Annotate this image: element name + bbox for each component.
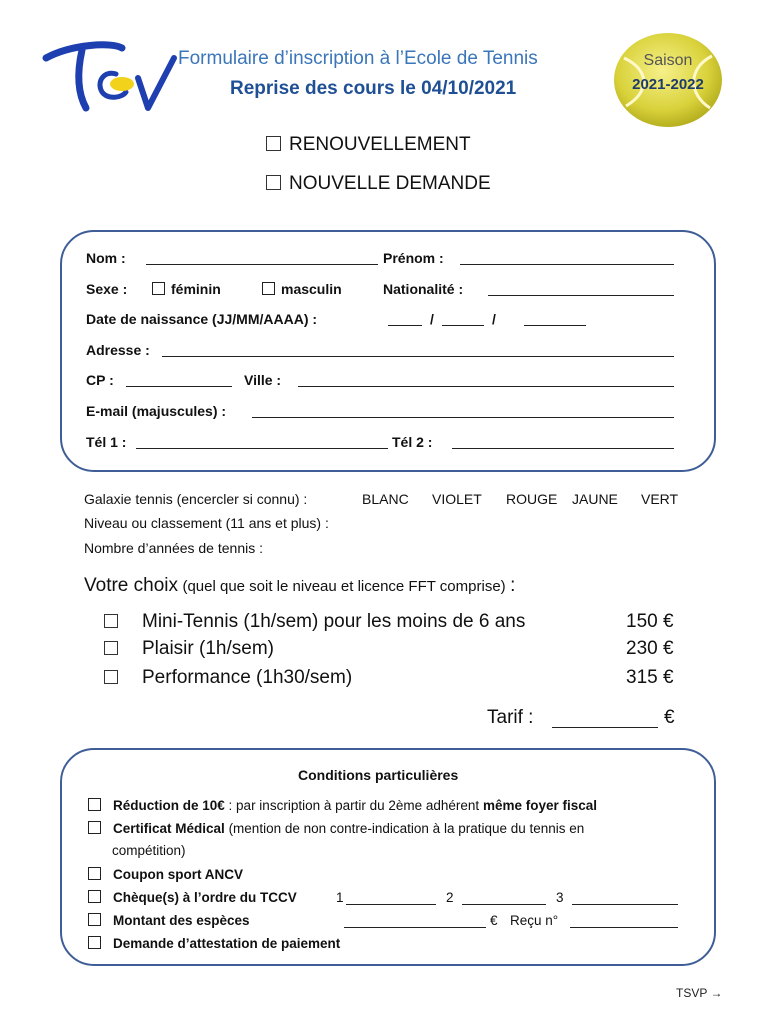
feminin-label: féminin	[171, 281, 221, 297]
recu-label: Reçu n°	[510, 913, 559, 928]
condition-cheques[interactable]	[88, 890, 297, 905]
tsvp-label: TSVP	[676, 986, 708, 1000]
coupon-checkbox[interactable]	[88, 867, 101, 880]
votre-choix-title: Votre choix	[84, 575, 178, 596]
email-field[interactable]	[252, 403, 674, 418]
cheque-1-field[interactable]	[346, 890, 436, 905]
tarif-label: Tarif :	[487, 707, 534, 728]
especes-checkbox[interactable]	[88, 913, 101, 926]
cp-label: CP :	[86, 372, 114, 388]
adresse-field[interactable]	[162, 342, 674, 357]
especes-unit: €	[490, 913, 498, 928]
season-years: 2021-2022	[632, 76, 704, 93]
new-option[interactable]	[266, 173, 491, 195]
nationalite-field[interactable]	[488, 281, 674, 296]
conditions-title: Conditions particulières	[298, 767, 459, 783]
tel2-field[interactable]	[452, 434, 674, 449]
ville-label: Ville :	[244, 372, 282, 388]
nom-label: Nom :	[86, 250, 126, 266]
especes-field[interactable]	[344, 913, 486, 928]
galaxie-label: Galaxie tennis (encercler si connu) :	[84, 491, 308, 507]
cheque-3-field[interactable]	[572, 890, 678, 905]
galaxie-color-violet[interactable]: VIOLET	[432, 491, 482, 507]
cheques-label: Chèque(s) à l’ordre du TCCV	[113, 890, 297, 905]
cheque-3-label: 3	[556, 890, 564, 905]
nationalite-label: Nationalité :	[383, 281, 464, 297]
season-label: Saison	[643, 52, 693, 69]
tarif-unit: €	[664, 707, 675, 728]
votre-choix-heading	[84, 575, 515, 597]
ville-field[interactable]	[298, 372, 674, 387]
option-mini-tennis[interactable]	[104, 611, 525, 633]
feminin-checkbox[interactable]	[152, 282, 165, 295]
certificat-bold: Certificat Médical	[113, 821, 225, 836]
cheque-1-label: 1	[336, 890, 344, 905]
cheques-checkbox[interactable]	[88, 890, 101, 903]
mini-tennis-checkbox[interactable]	[104, 614, 118, 628]
performance-price: 315 €	[626, 667, 674, 688]
performance-checkbox[interactable]	[104, 670, 118, 684]
condition-attestation[interactable]	[88, 936, 340, 951]
recu-field[interactable]	[570, 913, 678, 928]
form-title: Formulaire d’inscription à l’Ecole de Tennis	[178, 48, 538, 69]
votre-choix-colon: :	[510, 575, 516, 596]
plaisir-price: 230 €	[626, 638, 674, 659]
masculin-checkbox[interactable]	[262, 282, 275, 295]
tarif-field[interactable]	[552, 707, 658, 728]
reduction-bold: Réduction de 10€	[113, 798, 225, 813]
cheque-2-field[interactable]	[462, 890, 546, 905]
performance-label: Performance (1h30/sem)	[142, 667, 353, 688]
date-separator-2: /	[492, 311, 496, 327]
sexe-label: Sexe :	[86, 281, 128, 297]
adresse-label: Adresse :	[86, 342, 150, 358]
galaxie-color-vert[interactable]: VERT	[641, 491, 679, 507]
plaisir-label: Plaisir (1h/sem)	[142, 638, 274, 659]
votre-choix-note: (quel que soit le niveau et licence FFT comprise)	[182, 578, 506, 595]
galaxie-color-blanc[interactable]: BLANC	[362, 491, 409, 507]
niveau-label: Niveau ou classement (11 ans et plus) :	[84, 515, 329, 531]
especes-label: Montant des espèces	[113, 913, 250, 928]
annees-label: Nombre d’années de tennis :	[84, 540, 263, 556]
tel1-field[interactable]	[136, 434, 388, 449]
condition-certificat[interactable]	[88, 821, 584, 836]
prenom-label: Prénom :	[383, 250, 444, 266]
reduction-bold2: même foyer fiscal	[482, 798, 598, 813]
tsvp-note	[676, 986, 722, 1000]
date-year-field[interactable]	[524, 311, 586, 326]
arrow-right-icon: →	[710, 986, 723, 1000]
date-naissance-label: Date de naissance (JJ/MM/AAAA) :	[86, 311, 318, 327]
new-checkbox[interactable]	[266, 175, 281, 190]
email-label: E-mail (majuscules) :	[86, 403, 227, 419]
date-separator-1: /	[430, 311, 434, 327]
renew-label: RENOUVELLEMENT	[289, 134, 471, 155]
condition-especes[interactable]	[88, 913, 250, 928]
galaxie-color-jaune[interactable]: JAUNE	[572, 491, 618, 507]
form-subtitle: Reprise des cours le 04/10/2021	[230, 78, 517, 99]
certificat-text-2: compétition)	[112, 843, 186, 858]
mini-tennis-label: Mini-Tennis (1h/sem) pour les moins de 6 ans	[142, 611, 526, 632]
certificat-checkbox[interactable]	[88, 821, 101, 834]
masculin-option[interactable]	[262, 281, 342, 297]
reduction-text: : par inscription à partir du 2ème adhérent	[228, 798, 480, 813]
tccv-logo	[42, 38, 182, 120]
certificat-text: (mention de non contre-indication à la pratique du tennis en	[228, 821, 585, 836]
cp-field[interactable]	[126, 372, 232, 387]
tel2-label: Tél 2 :	[392, 434, 433, 450]
option-plaisir[interactable]	[104, 638, 274, 660]
date-month-field[interactable]	[442, 311, 484, 326]
prenom-field[interactable]	[460, 250, 674, 265]
mini-tennis-price: 150 €	[626, 611, 674, 632]
plaisir-checkbox[interactable]	[104, 641, 118, 655]
feminin-option[interactable]	[152, 281, 221, 297]
attestation-label: Demande d’attestation de paiement	[113, 936, 341, 951]
reduction-checkbox[interactable]	[88, 798, 101, 811]
galaxie-color-rouge[interactable]: ROUGE	[506, 491, 558, 507]
tel1-label: Tél 1 :	[86, 434, 127, 450]
masculin-label: masculin	[281, 281, 342, 297]
cheque-2-label: 2	[446, 890, 454, 905]
coupon-label: Coupon sport ANCV	[113, 867, 243, 882]
option-performance[interactable]	[104, 667, 352, 689]
nom-field[interactable]	[146, 250, 378, 265]
renew-option[interactable]	[266, 134, 471, 156]
attestation-checkbox[interactable]	[88, 936, 101, 949]
condition-coupon[interactable]	[88, 867, 243, 882]
date-day-field[interactable]	[388, 311, 422, 326]
condition-reduction[interactable]	[88, 798, 597, 813]
renew-checkbox[interactable]	[266, 136, 281, 151]
new-label: NOUVELLE DEMANDE	[289, 173, 491, 194]
